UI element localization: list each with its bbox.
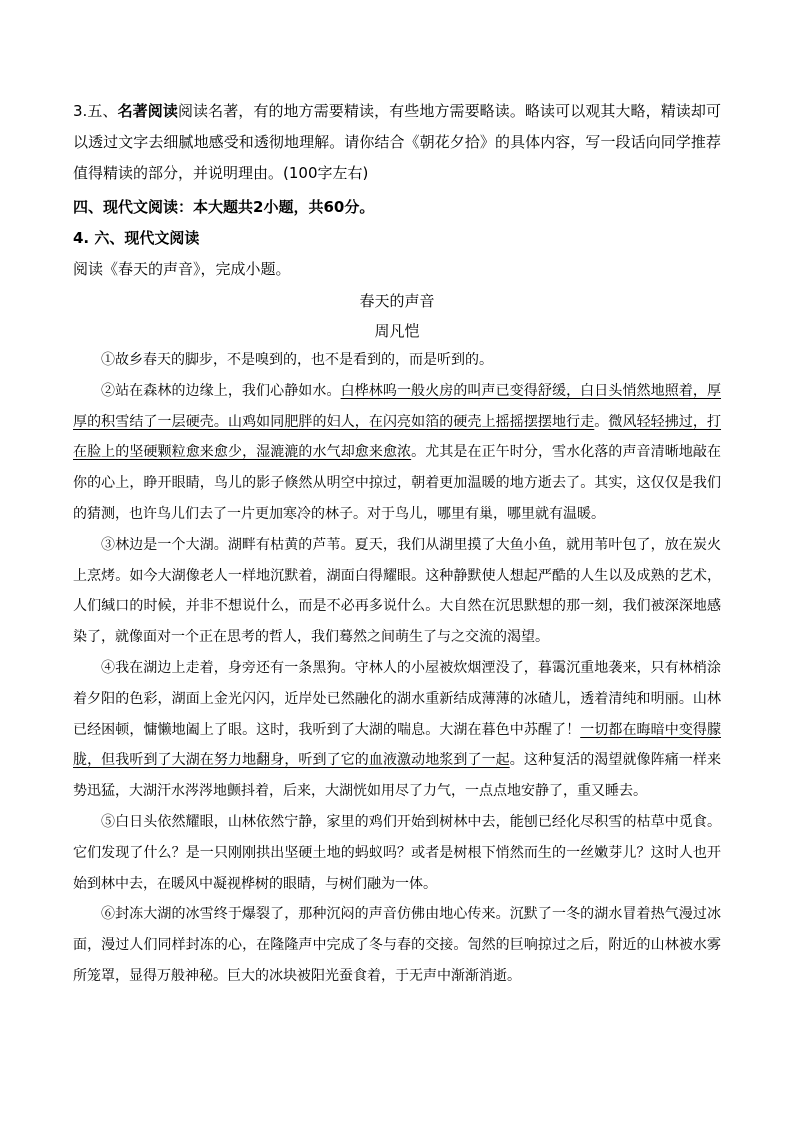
paragraph-1: ①故乡春天的脚步，不是嗅到的，也不是看到的，而是听到的。 — [101, 352, 493, 368]
section-4-points: 60 — [323, 198, 345, 216]
section-4-mid: 小题，共 — [263, 198, 324, 216]
paragraph-4-text-b: 。这种复活的渴望就像阵痛一样来势迅猛，大湖汗水涔涔地颤抖着，后来，大湖恍如用尽了力气，一点点地安静了，重又睡去。 — [73, 752, 722, 800]
question-3-section-title: 名著阅读 — [117, 102, 178, 120]
paragraph-2-text-b: 。 — [594, 413, 609, 430]
question-4-intro: 阅读《春天的声音》，完成小题。 — [73, 260, 291, 278]
question-3-section: 五、 — [87, 102, 118, 120]
section-4-post: 分。 — [344, 198, 375, 216]
paragraph-5: ⑤白日头依然耀眼，山林依然宁静，家里的鸡们开始到树林中去，能刨已经化尽积雪的枯草中觅食。它们发现了什么？是一只刚刚拱出坚硬土地的蚂蚁吗？或者是树根下悄然而生的一丝嫩芽儿？这时人也开始到林中去，在暖风中凝视桦树的眼睛，与树们融为一体。 — [73, 813, 721, 892]
paragraph-2-underline-1: 白桦林呜一般火房的叫声已变得舒缓，白日头悄然地照着，厚厚的积雪结了一层硬壳。山鸡如同肥胖的妇人，在闪亮如箔的硬壳上摇摇摆摆地行走 — [73, 382, 722, 430]
paragraph-4 — [73, 653, 721, 807]
question-3-number: 3. — [73, 102, 88, 120]
question-4-heading: 4. 六、现代文阅读 — [73, 229, 200, 247]
paragraph-2 — [73, 376, 721, 530]
section-4-heading — [73, 192, 721, 223]
question-3-text: 阅读名著，有的地方需要精读，有些地方需要略读。略读可以观其大略，精读却可以透过文字去细腻地感受和透彻地理解。请你结合《朝花夕拾》的具体内容，写一段话向同学推荐值得精读的部分，并说明理由。(100字左右) — [73, 102, 721, 182]
paragraph-2-text-a: ②站在森林的边缘上，我们心静如水。 — [101, 382, 341, 399]
section-4-num-questions: 2 — [253, 198, 264, 216]
paragraph-3: ③林边是一个大湖。湖畔有枯黄的芦苇。夏天，我们从湖里摸了大鱼小鱼，就用苇叶包了，放在炭火上烹烤。如今大湖像老人一样地沉默着，湖面白得耀眼。这种静默使人想起严酷的人生以及成熟的艺术，人们缄口的时候，并非不想说什么，而是不必再多说什么。大自然在沉思默想的那一刻，我们被深深地感染了，就像面对一个正在思考的哲人，我们蓦然之间萌生了与之交流的渴望。 — [73, 536, 721, 646]
paragraph-2-underline-2: 微风轻轻拂过，打在脸上的坚硬颗粒愈来愈少，湿漉漉的水气却愈来愈浓 — [73, 413, 722, 461]
question-3 — [73, 96, 721, 189]
article-author: 周凡恺 — [374, 322, 420, 340]
paragraph-2-text-c: 。尤其是在正午时分，雪水化落的声音清晰地敲在你的心上，睁开眼睛，鸟儿的影子倏然从明空中掠过，朝着更加温暖的地方逝去了。其实，这仅仅是我们的猜测，也许鸟儿们去了一片更加寒冷的林子。对于鸟儿，哪里有巢，哪里就有温暖。 — [73, 444, 722, 522]
section-4-pre: 四、现代文阅读：本大题共 — [73, 198, 254, 216]
paragraph-4-underline: 一切都在晦暗中变得朦胧，但我听到了大湖在努力地翻身，听到了它的血液激动地浆到了一起 — [73, 721, 722, 769]
article-title: 春天的声音 — [359, 292, 435, 310]
paragraph-6: ⑥封冻大湖的冰雪终于爆裂了，那种沉闷的声音仿佛由地心传来。沉默了一冬的湖水冒着热气漫过冰面，漫过人们同样封冻的心，在隆隆声中完成了冬与春的交接。訇然的巨响掠过之后，附近的山林被水雾所笼罩，显得万般神秘。巨大的冰块被阳光蚕食着，于无声中渐渐消逝。 — [73, 906, 721, 984]
article-body — [73, 345, 721, 992]
paragraph-4-text-a: ④我在湖边上走着，身旁还有一条黑狗。守林人的小屋被炊烟湮没了，暮霭沉重地袭来，只有林梢涂着夕阳的色彩，湖面上金光闪闪，近岸处已然融化的湖水重新结成薄薄的冰碴儿，透着清纯和明丽。山林已经困顿，慵懒地阖上了眼。这时，我听到了大湖的喘息。大湖在暮色中苏醒了！ — [73, 659, 721, 738]
